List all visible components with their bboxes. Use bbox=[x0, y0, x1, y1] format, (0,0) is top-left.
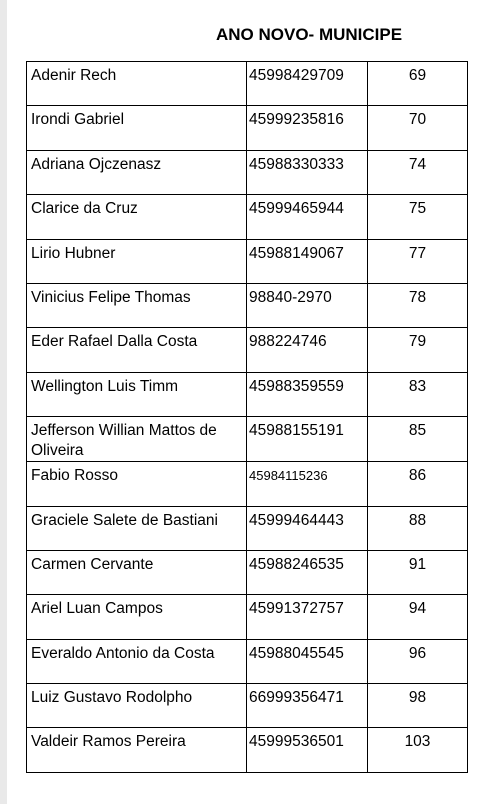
number-cell: 88 bbox=[368, 506, 468, 550]
phone-cell: 45999464443 bbox=[247, 506, 368, 550]
name-cell: Irondi Gabriel bbox=[27, 106, 247, 150]
phone-cell: 45999536501 bbox=[247, 728, 368, 772]
phone-cell: 45988155191 bbox=[247, 417, 368, 462]
page-left-edge bbox=[0, 0, 7, 804]
number-cell: 103 bbox=[368, 728, 468, 772]
table-row bbox=[27, 506, 468, 550]
number-cell: 85 bbox=[368, 417, 468, 462]
name-cell: Ariel Luan Campos bbox=[27, 595, 247, 639]
number-cell: 77 bbox=[368, 239, 468, 283]
name-cell: Adriana Ojczenasz bbox=[27, 150, 247, 194]
table-row bbox=[27, 462, 468, 506]
table-row bbox=[27, 684, 468, 728]
name-cell: Adenir Rech bbox=[27, 62, 247, 106]
contacts-table bbox=[26, 61, 468, 773]
phone-cell: 45984115236 bbox=[247, 462, 368, 506]
name-cell: Everaldo Antonio da Costa bbox=[27, 639, 247, 683]
name-cell: Valdeir Ramos Pereira bbox=[27, 728, 247, 772]
name-cell: Wellington Luis Timm bbox=[27, 372, 247, 416]
table-row bbox=[27, 595, 468, 639]
name-cell: Carmen Cervante bbox=[27, 550, 247, 594]
phone-cell: 45988149067 bbox=[247, 239, 368, 283]
phone-cell: 45999235816 bbox=[247, 106, 368, 150]
name-cell: Luiz Gustavo Rodolpho bbox=[27, 684, 247, 728]
phone-cell: 66999356471 bbox=[247, 684, 368, 728]
name-cell: Clarice da Cruz bbox=[27, 195, 247, 239]
phone-cell: 45988330333 bbox=[247, 150, 368, 194]
number-cell: 74 bbox=[368, 150, 468, 194]
phone-cell: 45999465944 bbox=[247, 195, 368, 239]
number-cell: 94 bbox=[368, 595, 468, 639]
table-row bbox=[27, 150, 468, 194]
table-row bbox=[27, 639, 468, 683]
number-cell: 83 bbox=[368, 372, 468, 416]
table-row bbox=[27, 328, 468, 372]
phone-cell: 45988045545 bbox=[247, 639, 368, 683]
phone-cell: 988224746 bbox=[247, 328, 368, 372]
name-cell: Fabio Rosso bbox=[27, 462, 247, 506]
name-cell: Vinicius Felipe Thomas bbox=[27, 283, 247, 327]
number-cell: 86 bbox=[368, 462, 468, 506]
phone-cell: 98840-2970 bbox=[247, 283, 368, 327]
phone-cell: 45998429709 bbox=[247, 62, 368, 106]
number-cell: 75 bbox=[368, 195, 468, 239]
number-cell: 96 bbox=[368, 639, 468, 683]
table-row bbox=[27, 417, 468, 462]
number-cell: 70 bbox=[368, 106, 468, 150]
table-row bbox=[27, 62, 468, 106]
table-row bbox=[27, 195, 468, 239]
number-cell: 69 bbox=[368, 62, 468, 106]
table-row bbox=[27, 550, 468, 594]
number-cell: 78 bbox=[368, 283, 468, 327]
table-row bbox=[27, 372, 468, 416]
table-row bbox=[27, 239, 468, 283]
page-title: ANO NOVO- MUNICIPE bbox=[216, 25, 403, 44]
number-cell: 79 bbox=[368, 328, 468, 372]
number-cell: 91 bbox=[368, 550, 468, 594]
name-cell: Lirio Hubner bbox=[27, 239, 247, 283]
name-cell: Eder Rafael Dalla Costa bbox=[27, 328, 247, 372]
phone-cell: 45991372757 bbox=[247, 595, 368, 639]
table-row bbox=[27, 728, 468, 772]
name-cell: Graciele Salete de Bastiani bbox=[27, 506, 247, 550]
number-cell: 98 bbox=[368, 684, 468, 728]
table-row bbox=[27, 106, 468, 150]
table-body bbox=[27, 62, 468, 773]
phone-cell: 45988246535 bbox=[247, 550, 368, 594]
name-cell: Jefferson Willian Mattos de Oliveira bbox=[27, 417, 247, 462]
phone-cell: 45988359559 bbox=[247, 372, 368, 416]
table-row bbox=[27, 283, 468, 327]
